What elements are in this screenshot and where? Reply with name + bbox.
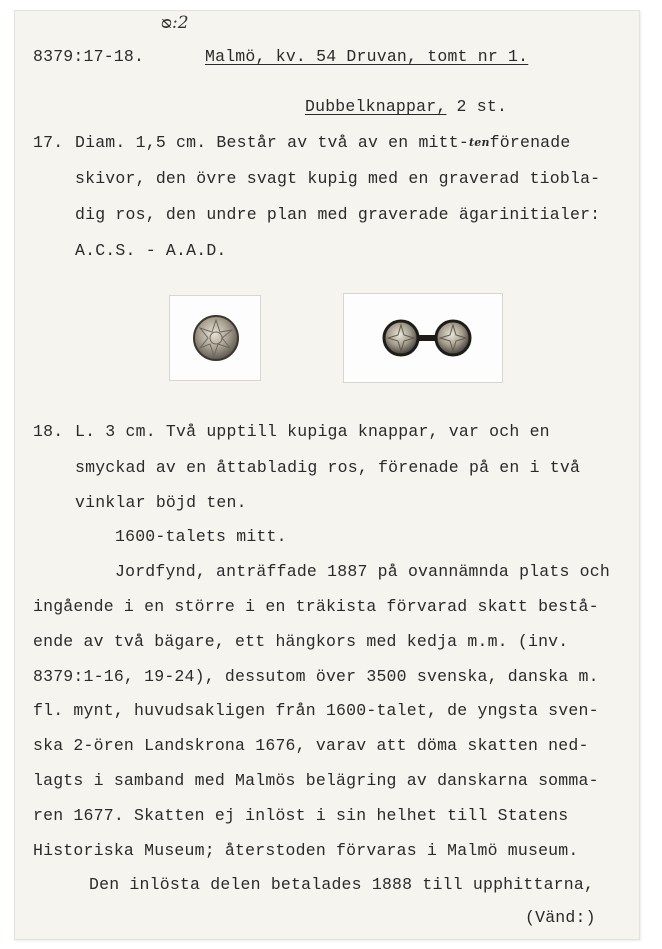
body-line-7: lagts i samband med Malmös belägring av danskarna somma- (33, 771, 599, 790)
item-17-number: 17. (33, 133, 64, 152)
photo-item-18 (343, 293, 503, 383)
turn-over-note: (Vänd:) (525, 908, 596, 927)
body-line-5: fl. mynt, huvudsakligen från 1600-talet, de yngsta sven- (33, 701, 599, 720)
body-line-9: Historiska Museum; återstoden förvaras i Malmö museum. (33, 841, 579, 860)
item-18-number: 18. (33, 422, 64, 441)
object-type: Dubbelknappar, (305, 97, 447, 116)
object-type-line (305, 97, 507, 117)
body-line-1: Jordfynd, anträffade 1887 på ovannämnda plats och (115, 562, 610, 581)
button-17-image (170, 296, 260, 380)
body-line-2: ingående i en större i en träkista förvarad skatt bestå- (33, 597, 599, 616)
body-line-6: ska 2-ören Landskrona 1676, varav att döma skatten ned- (33, 736, 589, 755)
body-line-4: 8379:1-16, 19-24), dessutom över 3500 svenska, danska m. (33, 667, 599, 686)
dating-line: 1600-talets mitt. (115, 527, 287, 546)
item-17-line-1-post: förenade (489, 133, 571, 152)
object-count: 2 st. (456, 97, 508, 116)
item-17-line-1 (75, 133, 570, 153)
body-line-8: ren 1677. Skatten ej inlöst i sin helhet till Statens (33, 806, 569, 825)
photo-item-17 (169, 295, 261, 381)
item-18-line-1: L. 3 cm. Två upptill kupiga knappar, var och en (75, 422, 550, 441)
body-line-3: ende av två bägare, ett hängkors med kedja m.m. (inv. (33, 632, 569, 651)
handwritten-mark: ᴓ:2 (161, 13, 189, 33)
location-heading: Malmö, kv. 54 Druvan, tomt nr 1. (205, 47, 529, 66)
item-17-line-4: A.C.S. - A.A.D. (75, 241, 227, 260)
body-line-10: Den inlösta delen betalades 1888 till upphittarna, (89, 875, 595, 894)
item-18-line-2: smyckad av en åttabladig ros, förenade på en i två (75, 458, 581, 477)
item-17-line-3: dig ros, den undre plan med graverade ägarinitialer: (75, 205, 601, 224)
catalog-number: 8379:17-18. (33, 47, 145, 66)
item-17-line-1-pre: Diam. 1,5 cm. Består av två av en mitt- (75, 133, 469, 152)
item-18-line-3: vinklar böjd ten. (75, 493, 247, 512)
item-17-line-2: skivor, den övre svagt kupig med en graverad tiobla- (75, 169, 601, 188)
item-17-handwritten-correction: ten (468, 136, 490, 149)
catalog-card (14, 10, 640, 940)
button-18-image (344, 294, 502, 382)
